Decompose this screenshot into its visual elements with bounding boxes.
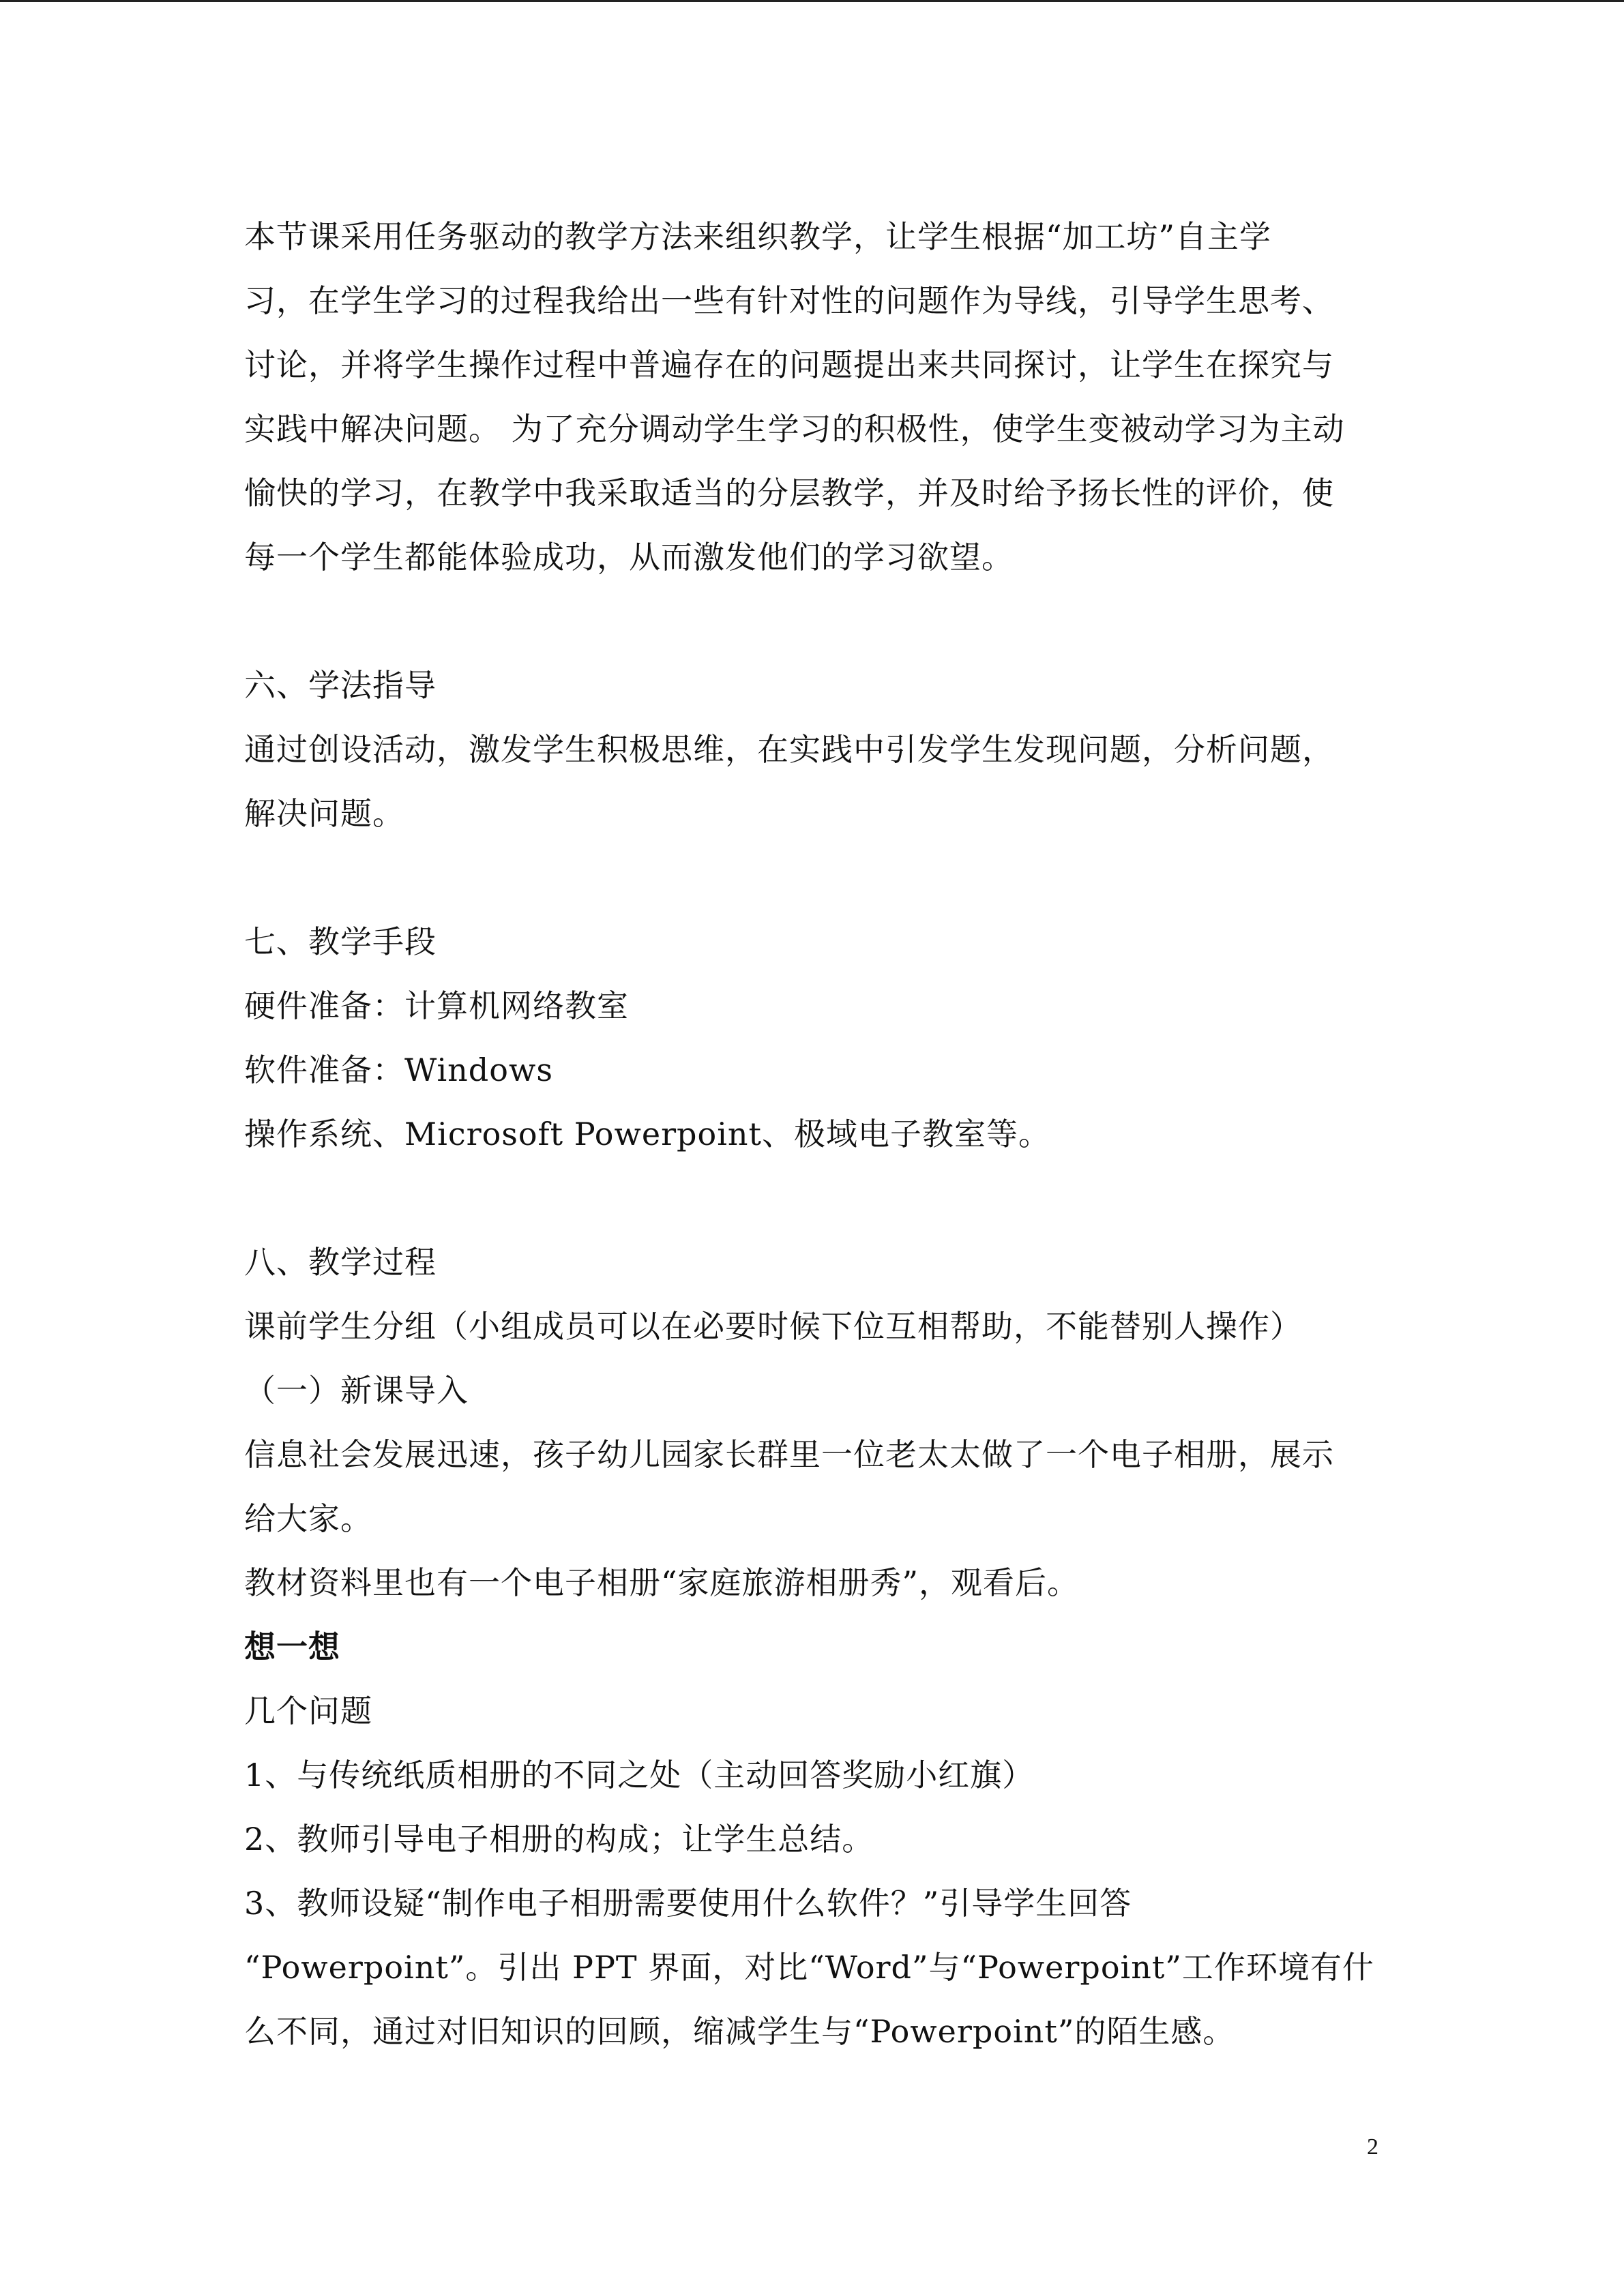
section-heading: 六、学法指导: [244, 667, 437, 704]
section-learning-guidance: [244, 653, 1376, 846]
paragraph-line: 实践中解决问题。 为了充分调动学生学习的积极性，使学生变被动学习为主动: [244, 411, 1345, 447]
think-heading: 想一想: [244, 1628, 340, 1665]
section-line: 软件准备：Windows: [244, 1052, 553, 1088]
paragraph-line: 愉快的学习，在教学中我采取适当的分层教学，并及时给予扬长性的评价，使: [244, 475, 1334, 511]
question-line: 几个问题: [244, 1693, 372, 1729]
section-line: 信息社会发展迅速，孩子幼儿园家长群里一位老太太做了一个电子相册，展示: [244, 1436, 1334, 1473]
paragraph-line: 讨论，并将学生操作过程中普遍存在的问题提出来共同探讨，让学生在探究与: [244, 346, 1334, 383]
paragraph-gap: [244, 1166, 1376, 1230]
section-line: 课前学生分组（小组成员可以在必要时候下位互相帮助，不能替别人操作）: [244, 1308, 1302, 1345]
page-number: 2: [1367, 2134, 1378, 2160]
section-teaching-means: [244, 910, 1376, 1166]
paragraph-gap: [244, 846, 1376, 910]
paragraph-gap: [244, 589, 1376, 653]
question-line: “Powerpoint”。引出 PPT 界面，对比“Word”与“Powerpoint”工作环境有什: [244, 1949, 1374, 1986]
section-line: 解决问题。: [244, 795, 404, 832]
paragraph-line: 每一个学生都能体验成功，从而激发他们的学习欲望。: [244, 539, 1014, 576]
document-page: [244, 205, 1376, 2063]
question-line: 2、教师引导电子相册的构成；让学生总结。: [244, 1821, 874, 1858]
top-border-rule: [0, 0, 1624, 2]
paragraph-line: 本节课采用任务驱动的教学方法来组织教学，让学生根据“加工坊”自主学: [244, 218, 1272, 255]
paragraph-line: 习，在学生学习的过程我给出一些有针对性的问题作为导线，引导学生思考、: [244, 282, 1334, 319]
section-line: 教材资料里也有一个电子相册“家庭旅游相册秀”，观看后。: [244, 1564, 1080, 1601]
section-line: 通过创设活动，激发学生积极思维，在实践中引发学生发现问题，分析问题，: [244, 731, 1334, 768]
section-heading: 八、教学过程: [244, 1244, 437, 1281]
section-line: 操作系统、Microsoft Powerpoint、极域电子教室等。: [244, 1116, 1051, 1152]
section-heading: 七、教学手段: [244, 923, 437, 960]
teaching-method-paragraph: [244, 205, 1376, 589]
section-teaching-process: [244, 1230, 1376, 2063]
question-line: 3、教师设疑“制作电子相册需要使用什么软件？”引导学生回答: [244, 1885, 1132, 1922]
section-line: 给大家。: [244, 1500, 372, 1537]
question-line: 么不同，通过对旧知识的回顾，缩减学生与“Powerpoint”的陌生感。: [244, 2013, 1235, 2050]
question-line: 1、与传统纸质相册的不同之处（主动回答奖励小红旗）: [244, 1757, 1035, 1793]
section-line: 硬件准备：计算机网络教室: [244, 987, 629, 1024]
section-line: （一）新课导入: [244, 1372, 469, 1409]
